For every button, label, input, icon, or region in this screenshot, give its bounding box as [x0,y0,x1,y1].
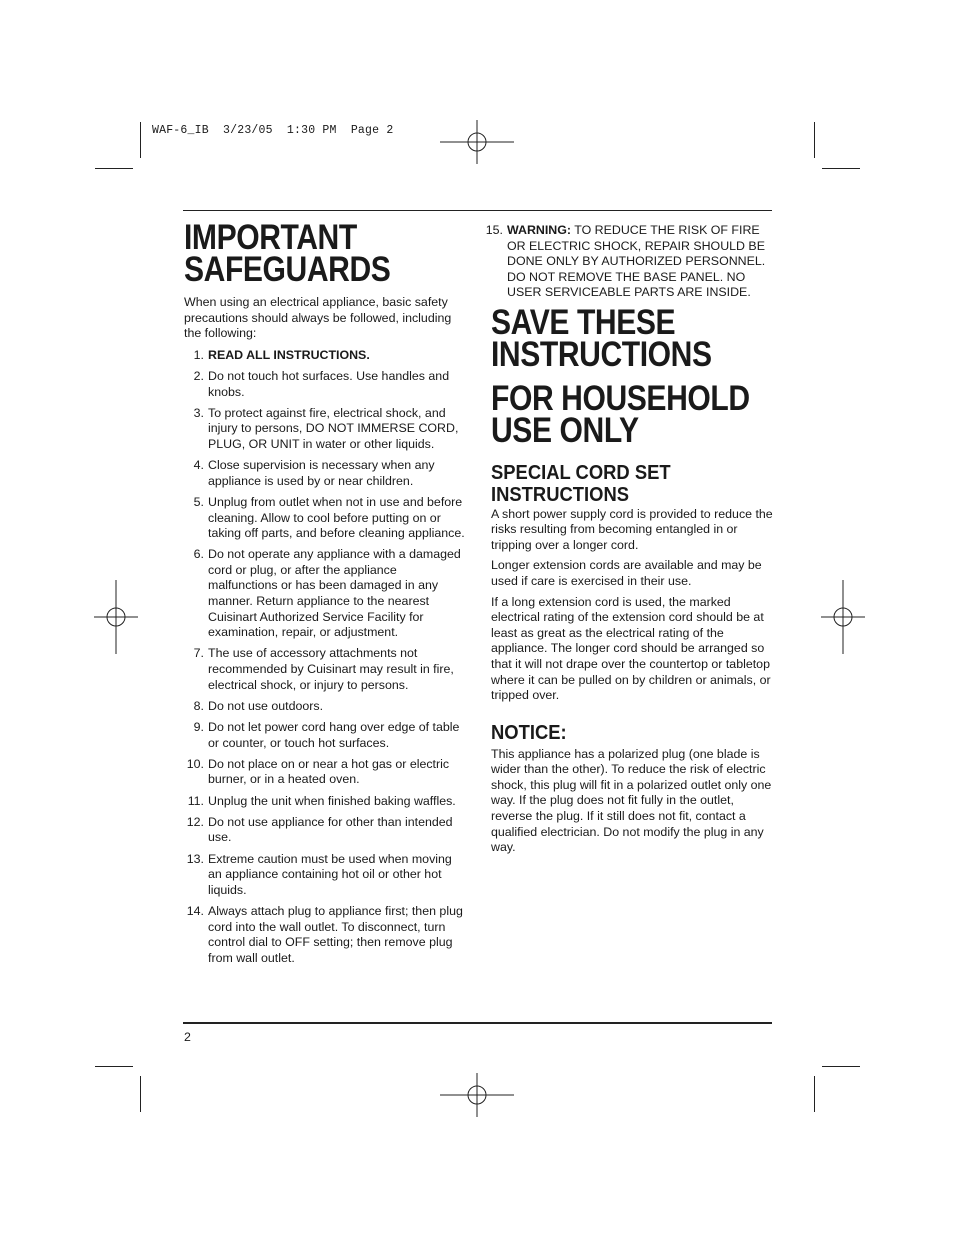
list-item: 9. Do not let power cord hang over edge of table or counter, or touch hot surfaces. [193,720,460,750]
crop-mark [822,1066,860,1067]
important-safeguards-heading: IMPORTANT SAFEGUARDS [184,218,391,289]
list-item: 8. Do not use outdoors. [193,698,324,713]
crop-mark [95,168,133,169]
bottom-rule [183,1022,772,1024]
notice-heading: NOTICE: [491,721,567,744]
list-item: 1. READ ALL INSTRUCTIONS. [193,347,370,362]
top-rule [183,210,772,211]
list-item: 12. Do not use appliance for other than intended use. [186,814,453,845]
printer-slug: WAF-6_IB 3/23/05 1:30 PM Page 2 [152,124,394,137]
save-instructions-heading: SAVE THESE INSTRUCTIONS [491,302,712,374]
crop-mark [822,168,860,169]
intro-text: When using an electrical appliance, basic safety precautions should always be followed, including the following: [184,295,452,341]
cord-paragraph-2: Longer extension cords are available and may be used if care is exercised in their use. [491,558,762,588]
list-item: 7. The use of accessory attachments not recommended by Cuisinart may result in fire, electrical shock, or injury to persons. [193,646,454,692]
crop-mark [814,122,815,158]
cord-paragraph-1: A short power supply cord is provided to reduce the risks resulting from becoming entangled in or tripping over a longer cord. [491,506,773,552]
list-item: 4. Close supervision is necessary when any appliance is used by or near children. [193,458,435,488]
list-item: 13. Extreme caution must be used when moving an appliance containing hot oil or other hot liquids. [186,851,452,897]
list-item: 3. To protect against fire, electrical shock, and injury to persons, DO NOT IMMERSE CORD, PLUG, OR UNIT in water or other liquids. [193,405,459,451]
registration-mark-icon [440,105,514,179]
special-cord-heading: SPECIAL CORD SET INSTRUCTIONS [491,461,671,506]
list-item: 11. Unplug the unit when finished baking waffles. [187,793,456,808]
crop-mark [140,122,141,158]
registration-mark-icon [440,1058,514,1132]
list-item: 2. Do not touch hot surfaces. Use handles and knobs. [193,368,450,399]
crop-mark [140,1076,141,1112]
list-item: 5. Unplug from outlet when not in use and before cleaning. Allow to cool before putting on or taking off parts, and before cleaning appliance. [193,494,465,541]
safeguards-list [184,348,466,967]
household-use-heading: FOR HOUSEHOLD USE ONLY [491,378,750,450]
right-column [485,223,773,856]
crop-mark [814,1076,815,1112]
cord-paragraph-3: If a long extension cord is used, the marked electrical rating of the extension cord should be at least as great as the electrical rating of the appliance. The longer cord should be arranged so that it will not drape over the countertop or tabletop where it can be pulled on by children or animals, or tripped over. [491,594,771,703]
list-item: 14. Always attach plug to appliance first; then plug cord into the wall outlet. To disconnect, turn control dial to OFF setting; then remove plug from wall outlet. [186,903,463,965]
registration-mark-icon [79,580,153,654]
notice-text: This appliance has a polarized plug (one blade is wider than the other). To reduce the risk of electric shock, this plug will fit in a polarized outlet only one way. If the plug does not fit fully in the outlet, reverse the plug. If it still does not fit, contact a qualified electrician. Do not modify the plug in any way. [491,746,772,855]
list-item: 6. Do not operate any appliance with a damaged cord or plug, or after the appliance malfunctions or has been damaged in any manner. Return appliance to the nearest Cuisinart Authorized Service Facility for examination, repair, or adjustment. [193,547,461,640]
list-item-warning: 15. WARNING: TO REDUCE THE RISK OF FIRE OR ELECTRIC SHOCK, REPAIR SHOULD BE DONE ONLY BY AUTHORIZED PERSONNEL. DO NOT REMOVE THE BASE PANEL. NO USER SERVICEABLE PARTS ARE INSIDE. [485,223,766,300]
crop-mark [95,1066,133,1067]
list-item: 10. Do not place on or near a hot gas or electric burner, or in a heated oven. [186,756,450,787]
left-column [184,218,466,972]
registration-mark-icon [806,580,880,654]
page-number: 2 [184,1030,191,1044]
